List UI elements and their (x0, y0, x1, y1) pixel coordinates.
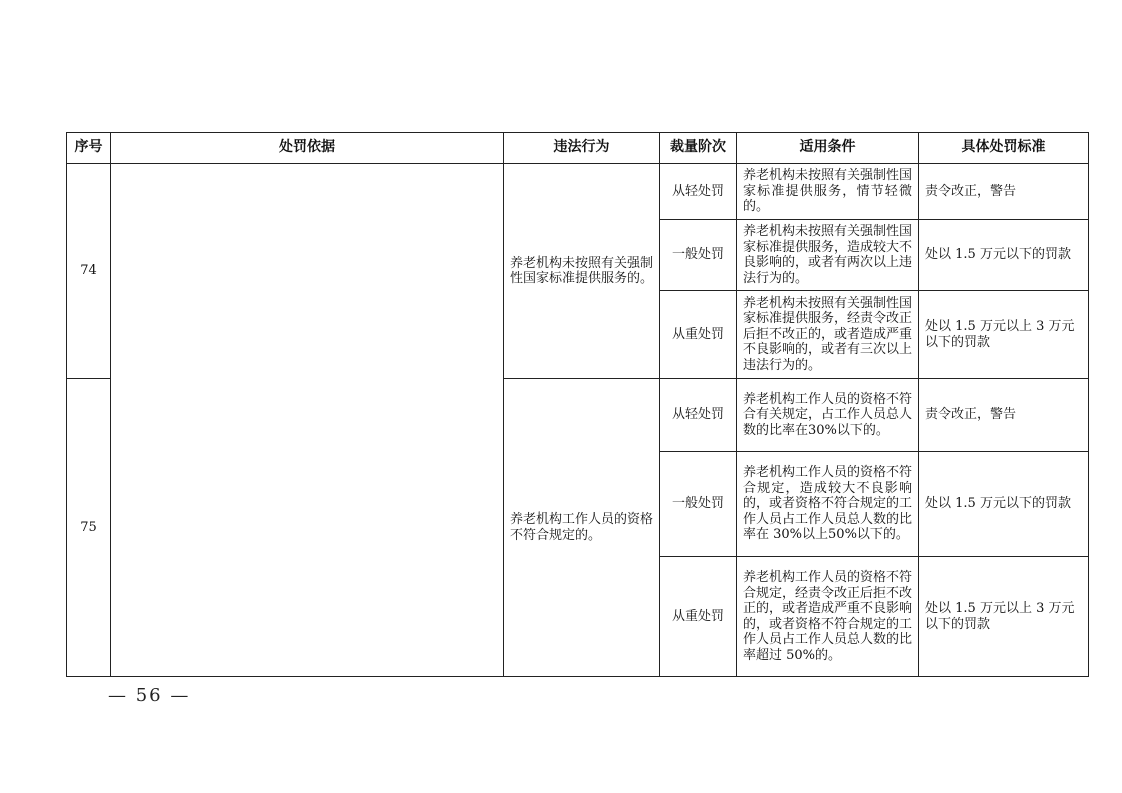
header-behavior: 违法行为 (504, 133, 660, 164)
discretion-level: 一般处罚 (660, 452, 737, 557)
applicable-condition: 养老机构工作人员的资格不符合规定，经责令改正后拒不改正的，或者造成严重不良影响的，或者资格不符合规定的工作人员占工作人员总人数的比率超过 50%的。 (737, 557, 919, 677)
header-no: 序号 (67, 133, 111, 164)
table-row (67, 164, 1089, 220)
discretion-level: 从轻处罚 (660, 164, 737, 220)
header-basis: 处罚依据 (111, 133, 504, 164)
penalty-standards-table (66, 132, 1089, 677)
header-standard: 具体处罚标准 (919, 133, 1089, 164)
page-number: — 56 — (108, 685, 191, 706)
applicable-condition: 养老机构工作人员的资格不符合规定，造成较大不良影响的，或者资格不符合规定的工作人员占工作人员总人数的比率在 30%以上50%以下的。 (737, 452, 919, 557)
discretion-level: 从重处罚 (660, 291, 737, 379)
penalty-standard: 处以 1.5 万元以下的罚款 (919, 452, 1089, 557)
penalty-standard: 处以 1.5 万元以上 3 万元以下的罚款 (919, 291, 1089, 379)
item-number: 74 (67, 164, 111, 379)
discretion-level: 一般处罚 (660, 220, 737, 291)
penalty-standard: 处以 1.5 万元以下的罚款 (919, 220, 1089, 291)
discretion-level: 从轻处罚 (660, 379, 737, 452)
penalty-standard: 责令改正，警告 (919, 379, 1089, 452)
applicable-condition: 养老机构未按照有关强制性国家标准提供服务，造成较大不良影响的，或者有两次以上违法行为的。 (737, 220, 919, 291)
table-header-row (67, 133, 1089, 164)
penalty-standard: 责令改正，警告 (919, 164, 1089, 220)
discretion-level: 从重处罚 (660, 557, 737, 677)
header-level: 裁量阶次 (660, 133, 737, 164)
violation-behavior: 养老机构工作人员的资格不符合规定的。 (504, 379, 660, 677)
header-condition: 适用条件 (737, 133, 919, 164)
penalty-standard: 处以 1.5 万元以上 3 万元以下的罚款 (919, 557, 1089, 677)
item-number: 75 (67, 379, 111, 677)
applicable-condition: 养老机构工作人员的资格不符合有关规定，占工作人员总人数的比率在30%以下的。 (737, 379, 919, 452)
applicable-condition: 养老机构未按照有关强制性国家标准提供服务，经责令改正后拒不改正的，或者造成严重不良影响的，或者有三次以上违法行为的。 (737, 291, 919, 379)
applicable-condition: 养老机构未按照有关强制性国家标准提供服务，情节轻微的。 (737, 164, 919, 220)
violation-behavior: 养老机构未按照有关强制性国家标准提供服务的。 (504, 164, 660, 379)
penalty-basis-cell (111, 164, 504, 677)
